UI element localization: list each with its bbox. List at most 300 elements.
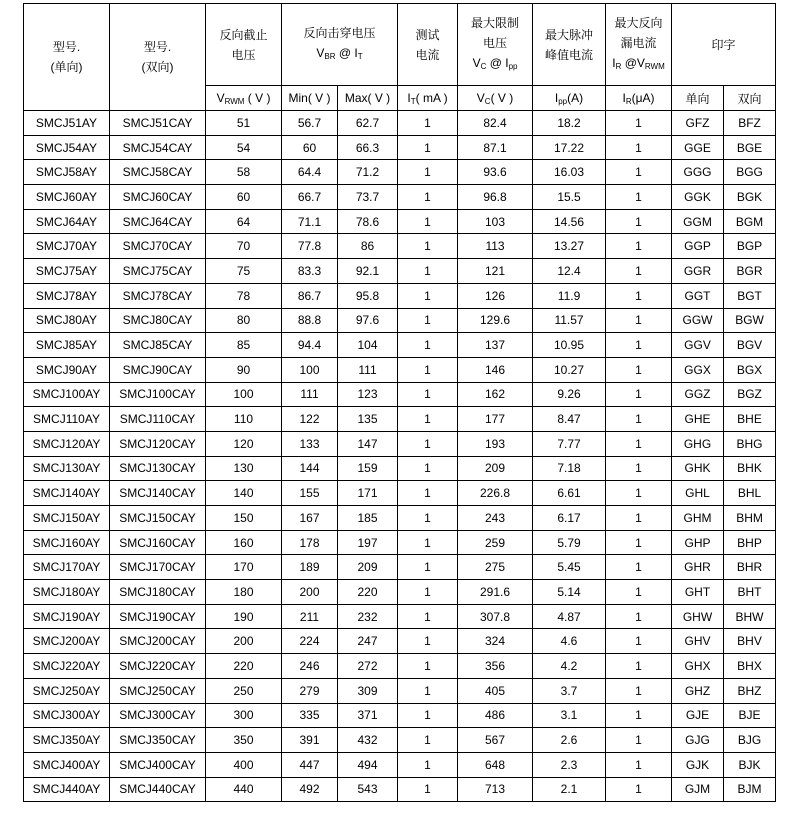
cell-ir: 1: [606, 456, 672, 481]
cell-vbr-max: 220: [338, 580, 398, 605]
cell-it: 1: [398, 506, 458, 531]
cell-model-bi: SMCJ54CAY: [110, 135, 206, 160]
cell-vc: 177: [458, 407, 533, 432]
cell-ir: 1: [606, 407, 672, 432]
table-row: [24, 728, 776, 753]
table-row: [24, 678, 776, 703]
cell-mark-bi: BHG: [724, 431, 776, 456]
cell-vc: 96.8: [458, 185, 533, 210]
cell-model-bi: SMCJ85CAY: [110, 333, 206, 358]
cell-it: 1: [398, 654, 458, 679]
cell-ir: 1: [606, 604, 672, 629]
cell-vbr-max: 92.1: [338, 259, 398, 284]
cell-vrwm: 350: [206, 728, 282, 753]
cell-ipp: 10.95: [533, 333, 606, 358]
cell-ipp: 2.1: [533, 777, 606, 802]
cell-vrwm: 160: [206, 530, 282, 555]
cell-it: 1: [398, 234, 458, 259]
cell-vrwm: 80: [206, 308, 282, 333]
cell-ipp: 6.17: [533, 506, 606, 531]
cell-ipp: 8.47: [533, 407, 606, 432]
cell-mark-bi: BGP: [724, 234, 776, 259]
cell-model-uni: SMCJ180AY: [24, 580, 110, 605]
cell-model-bi: SMCJ78CAY: [110, 283, 206, 308]
cell-vbr-max: 104: [338, 333, 398, 358]
cell-mark-uni: GHG: [672, 431, 724, 456]
cell-ir: 1: [606, 481, 672, 506]
cell-model-uni: SMCJ220AY: [24, 654, 110, 679]
cell-mark-bi: BGM: [724, 209, 776, 234]
cell-model-uni: SMCJ58AY: [24, 160, 110, 185]
cell-vbr-max: 209: [338, 555, 398, 580]
cell-ir: 1: [606, 357, 672, 382]
cell-vbr-min: 492: [282, 777, 338, 802]
cell-ir: 1: [606, 259, 672, 284]
cell-ir: 1: [606, 283, 672, 308]
cell-ipp: 13.27: [533, 234, 606, 259]
table-row: [24, 209, 776, 234]
cell-it: 1: [398, 703, 458, 728]
cell-it: 1: [398, 407, 458, 432]
cell-mark-bi: BGV: [724, 333, 776, 358]
cell-mark-bi: BFZ: [724, 111, 776, 136]
cell-vbr-min: 56.7: [282, 111, 338, 136]
cell-vc: 405: [458, 678, 533, 703]
cell-vbr-max: 185: [338, 506, 398, 531]
cell-vbr-min: 94.4: [282, 333, 338, 358]
cell-mark-bi: BGZ: [724, 382, 776, 407]
cell-model-uni: SMCJ78AY: [24, 283, 110, 308]
cell-vrwm: 440: [206, 777, 282, 802]
cell-model-uni: SMCJ64AY: [24, 209, 110, 234]
cell-ipp: 7.77: [533, 431, 606, 456]
cell-vbr-min: 224: [282, 629, 338, 654]
table-row: [24, 333, 776, 358]
cell-model-bi: SMCJ90CAY: [110, 357, 206, 382]
cell-ipp: 3.7: [533, 678, 606, 703]
cell-vc: 82.4: [458, 111, 533, 136]
cell-ir: 1: [606, 678, 672, 703]
cell-vbr-max: 432: [338, 728, 398, 753]
cell-vc: 291.6: [458, 580, 533, 605]
cell-model-uni: SMCJ70AY: [24, 234, 110, 259]
cell-ipp: 4.6: [533, 629, 606, 654]
cell-it: 1: [398, 111, 458, 136]
cell-vc: 162: [458, 382, 533, 407]
cell-vbr-min: 71.1: [282, 209, 338, 234]
header-breakdown-voltage: 反向击穿电压 $V_{BR}$ @ $I_T$: [282, 4, 398, 86]
cell-vrwm: 64: [206, 209, 282, 234]
cell-vrwm: 100: [206, 382, 282, 407]
cell-it: 1: [398, 555, 458, 580]
cell-it: 1: [398, 431, 458, 456]
cell-mark-bi: BHP: [724, 530, 776, 555]
cell-mark-uni: GGT: [672, 283, 724, 308]
cell-model-uni: SMCJ400AY: [24, 752, 110, 777]
header-marking: 印字: [672, 4, 776, 86]
cell-vrwm: 170: [206, 555, 282, 580]
table-row: [24, 777, 776, 802]
table-row: [24, 135, 776, 160]
cell-vrwm: 180: [206, 580, 282, 605]
cell-vrwm: 200: [206, 629, 282, 654]
unit-marking-unidirectional: 单向: [672, 86, 724, 111]
table-row: [24, 160, 776, 185]
cell-vrwm: 54: [206, 135, 282, 160]
cell-vc: 275: [458, 555, 533, 580]
cell-ir: 1: [606, 431, 672, 456]
header-clamping-voltage: 最大限制 电压 $V_C$ @ $I_{pp}$: [458, 4, 533, 86]
cell-model-uni: SMCJ90AY: [24, 357, 110, 382]
cell-vrwm: 75: [206, 259, 282, 284]
cell-model-bi: SMCJ220CAY: [110, 654, 206, 679]
cell-model-bi: SMCJ400CAY: [110, 752, 206, 777]
cell-vbr-min: 391: [282, 728, 338, 753]
cell-vc: 137: [458, 333, 533, 358]
cell-ir: 1: [606, 185, 672, 210]
cell-mark-uni: GHM: [672, 506, 724, 531]
cell-vrwm: 250: [206, 678, 282, 703]
unit-it: $I_T$( mA ): [398, 86, 458, 111]
table-row: [24, 234, 776, 259]
cell-model-uni: SMCJ200AY: [24, 629, 110, 654]
cell-mark-uni: GHL: [672, 481, 724, 506]
table-row: [24, 506, 776, 531]
cell-vbr-max: 371: [338, 703, 398, 728]
cell-model-bi: SMCJ75CAY: [110, 259, 206, 284]
cell-model-uni: SMCJ190AY: [24, 604, 110, 629]
cell-vbr-max: 147: [338, 431, 398, 456]
cell-model-uni: SMCJ150AY: [24, 506, 110, 531]
cell-it: 1: [398, 185, 458, 210]
cell-mark-bi: BHE: [724, 407, 776, 432]
cell-vbr-max: 494: [338, 752, 398, 777]
cell-ir: 1: [606, 728, 672, 753]
cell-ir: 1: [606, 555, 672, 580]
cell-model-uni: SMCJ140AY: [24, 481, 110, 506]
cell-model-uni: SMCJ75AY: [24, 259, 110, 284]
table-row: [24, 530, 776, 555]
unit-ir: $I_R(\mu A)$: [606, 86, 672, 111]
cell-vrwm: 140: [206, 481, 282, 506]
cell-model-bi: SMCJ150CAY: [110, 506, 206, 531]
cell-mark-uni: GGV: [672, 333, 724, 358]
cell-mark-bi: BJE: [724, 703, 776, 728]
cell-mark-bi: BGK: [724, 185, 776, 210]
cell-ipp: 2.3: [533, 752, 606, 777]
cell-it: 1: [398, 283, 458, 308]
cell-it: 1: [398, 135, 458, 160]
cell-vbr-max: 135: [338, 407, 398, 432]
cell-ir: 1: [606, 209, 672, 234]
cell-vc: 146: [458, 357, 533, 382]
cell-vbr-max: 62.7: [338, 111, 398, 136]
cell-vc: 113: [458, 234, 533, 259]
cell-mark-bi: BJM: [724, 777, 776, 802]
cell-model-bi: SMCJ160CAY: [110, 530, 206, 555]
cell-vrwm: 51: [206, 111, 282, 136]
cell-ir: 1: [606, 160, 672, 185]
cell-vrwm: 190: [206, 604, 282, 629]
table-row: [24, 308, 776, 333]
cell-model-bi: SMCJ110CAY: [110, 407, 206, 432]
cell-vbr-min: 133: [282, 431, 338, 456]
cell-vbr-max: 171: [338, 481, 398, 506]
cell-vc: 121: [458, 259, 533, 284]
cell-vbr-min: 144: [282, 456, 338, 481]
cell-ipp: 11.9: [533, 283, 606, 308]
cell-it: 1: [398, 333, 458, 358]
cell-vrwm: 78: [206, 283, 282, 308]
cell-it: 1: [398, 678, 458, 703]
cell-vc: 87.1: [458, 135, 533, 160]
cell-mark-bi: BGR: [724, 259, 776, 284]
cell-mark-bi: BHW: [724, 604, 776, 629]
table-row: [24, 431, 776, 456]
cell-model-bi: SMCJ140CAY: [110, 481, 206, 506]
cell-model-bi: SMCJ130CAY: [110, 456, 206, 481]
cell-vbr-min: 64.4: [282, 160, 338, 185]
header-reverse-standoff-voltage: 反向截止 电压: [206, 4, 282, 86]
cell-vbr-min: 66.7: [282, 185, 338, 210]
unit-ipp: $I_{pp}(A)$: [533, 86, 606, 111]
cell-model-uni: SMCJ120AY: [24, 431, 110, 456]
cell-model-bi: SMCJ200CAY: [110, 629, 206, 654]
cell-ipp: 3.1: [533, 703, 606, 728]
cell-vbr-max: 95.8: [338, 283, 398, 308]
cell-mark-bi: BGE: [724, 135, 776, 160]
table-row: [24, 481, 776, 506]
cell-vrwm: 90: [206, 357, 282, 382]
table-row: [24, 629, 776, 654]
cell-model-uni: SMCJ80AY: [24, 308, 110, 333]
cell-mark-uni: GHE: [672, 407, 724, 432]
cell-it: 1: [398, 580, 458, 605]
cell-ir: 1: [606, 654, 672, 679]
cell-model-uni: SMCJ440AY: [24, 777, 110, 802]
table-row: [24, 283, 776, 308]
cell-mark-bi: BHL: [724, 481, 776, 506]
cell-mark-uni: GHK: [672, 456, 724, 481]
header-peak-pulse-current: 最大脉冲 峰值电流: [533, 4, 606, 86]
cell-vbr-min: 200: [282, 580, 338, 605]
cell-ir: 1: [606, 530, 672, 555]
cell-vrwm: 150: [206, 506, 282, 531]
cell-vc: 243: [458, 506, 533, 531]
cell-ir: 1: [606, 703, 672, 728]
cell-vbr-min: 178: [282, 530, 338, 555]
cell-it: 1: [398, 160, 458, 185]
cell-vrwm: 130: [206, 456, 282, 481]
cell-it: 1: [398, 456, 458, 481]
cell-ir: 1: [606, 629, 672, 654]
cell-mark-uni: GHT: [672, 580, 724, 605]
cell-ipp: 4.2: [533, 654, 606, 679]
cell-mark-uni: GHR: [672, 555, 724, 580]
table-row: [24, 456, 776, 481]
table-row: [24, 382, 776, 407]
cell-model-uni: SMCJ110AY: [24, 407, 110, 432]
cell-mark-uni: GGX: [672, 357, 724, 382]
cell-mark-uni: GGZ: [672, 382, 724, 407]
cell-it: 1: [398, 604, 458, 629]
cell-ir: 1: [606, 752, 672, 777]
table-row: [24, 259, 776, 284]
cell-vbr-min: 60: [282, 135, 338, 160]
cell-vbr-max: 543: [338, 777, 398, 802]
cell-vbr-min: 122: [282, 407, 338, 432]
cell-mark-uni: GJK: [672, 752, 724, 777]
cell-vrwm: 120: [206, 431, 282, 456]
cell-vbr-min: 189: [282, 555, 338, 580]
cell-mark-bi: BGW: [724, 308, 776, 333]
cell-vbr-max: 97.6: [338, 308, 398, 333]
cell-vbr-max: 86: [338, 234, 398, 259]
cell-mark-uni: GJM: [672, 777, 724, 802]
cell-vbr-min: 246: [282, 654, 338, 679]
cell-mark-bi: BGX: [724, 357, 776, 382]
cell-model-bi: SMCJ64CAY: [110, 209, 206, 234]
cell-model-uni: SMCJ350AY: [24, 728, 110, 753]
cell-mark-bi: BJG: [724, 728, 776, 753]
cell-vc: 226.8: [458, 481, 533, 506]
cell-mark-bi: BHT: [724, 580, 776, 605]
cell-mark-bi: BHX: [724, 654, 776, 679]
cell-model-uni: SMCJ51AY: [24, 111, 110, 136]
cell-vc: 103: [458, 209, 533, 234]
cell-ipp: 9.26: [533, 382, 606, 407]
spec-table: [23, 3, 776, 802]
unit-vc: $V_C$( V ): [458, 86, 533, 111]
cell-model-bi: SMCJ180CAY: [110, 580, 206, 605]
cell-vbr-min: 211: [282, 604, 338, 629]
cell-vc: 126: [458, 283, 533, 308]
header-model-bidirectional: 型号. (双向): [110, 4, 206, 111]
cell-model-bi: SMCJ300CAY: [110, 703, 206, 728]
cell-ir: 1: [606, 111, 672, 136]
cell-ipp: 10.27: [533, 357, 606, 382]
cell-ir: 1: [606, 333, 672, 358]
cell-vc: 356: [458, 654, 533, 679]
cell-ipp: 15.5: [533, 185, 606, 210]
cell-model-bi: SMCJ100CAY: [110, 382, 206, 407]
cell-vbr-max: 197: [338, 530, 398, 555]
cell-vrwm: 70: [206, 234, 282, 259]
cell-vbr-max: 73.7: [338, 185, 398, 210]
cell-mark-uni: GJG: [672, 728, 724, 753]
cell-vc: 129.6: [458, 308, 533, 333]
cell-vrwm: 58: [206, 160, 282, 185]
cell-model-bi: SMCJ70CAY: [110, 234, 206, 259]
cell-vbr-min: 77.8: [282, 234, 338, 259]
cell-mark-uni: GHX: [672, 654, 724, 679]
cell-vc: 324: [458, 629, 533, 654]
cell-ipp: 12.4: [533, 259, 606, 284]
cell-model-uni: SMCJ130AY: [24, 456, 110, 481]
cell-mark-bi: BHV: [724, 629, 776, 654]
cell-vc: 209: [458, 456, 533, 481]
cell-model-uni: SMCJ60AY: [24, 185, 110, 210]
cell-it: 1: [398, 308, 458, 333]
header-test-current: 测试 电流: [398, 4, 458, 86]
cell-model-bi: SMCJ51CAY: [110, 111, 206, 136]
cell-vrwm: 110: [206, 407, 282, 432]
cell-vrwm: 220: [206, 654, 282, 679]
cell-ipp: 14.56: [533, 209, 606, 234]
cell-it: 1: [398, 357, 458, 382]
unit-vbr-min: Min( V ): [282, 86, 338, 111]
cell-mark-bi: BHR: [724, 555, 776, 580]
unit-vrwm: $V_{RWM}$ ( V ): [206, 86, 282, 111]
cell-vbr-max: 123: [338, 382, 398, 407]
cell-mark-bi: BHK: [724, 456, 776, 481]
cell-vc: 713: [458, 777, 533, 802]
cell-vbr-max: 247: [338, 629, 398, 654]
cell-ipp: 11.57: [533, 308, 606, 333]
cell-vc: 307.8: [458, 604, 533, 629]
cell-ir: 1: [606, 308, 672, 333]
cell-mark-uni: GGW: [672, 308, 724, 333]
cell-it: 1: [398, 728, 458, 753]
cell-model-bi: SMCJ190CAY: [110, 604, 206, 629]
cell-vbr-min: 447: [282, 752, 338, 777]
cell-mark-bi: BHZ: [724, 678, 776, 703]
cell-model-uni: SMCJ85AY: [24, 333, 110, 358]
cell-vbr-max: 78.6: [338, 209, 398, 234]
cell-vbr-min: 167: [282, 506, 338, 531]
cell-ipp: 7.18: [533, 456, 606, 481]
cell-vbr-max: 71.2: [338, 160, 398, 185]
cell-model-uni: SMCJ100AY: [24, 382, 110, 407]
cell-vbr-min: 155: [282, 481, 338, 506]
cell-ipp: 5.79: [533, 530, 606, 555]
cell-vc: 193: [458, 431, 533, 456]
cell-mark-uni: GGM: [672, 209, 724, 234]
cell-model-bi: SMCJ440CAY: [110, 777, 206, 802]
cell-vbr-max: 111: [338, 357, 398, 382]
cell-ir: 1: [606, 580, 672, 605]
cell-mark-uni: GFZ: [672, 111, 724, 136]
cell-mark-uni: GHZ: [672, 678, 724, 703]
cell-mark-uni: GJE: [672, 703, 724, 728]
cell-vrwm: 400: [206, 752, 282, 777]
cell-vbr-max: 309: [338, 678, 398, 703]
table-row: [24, 752, 776, 777]
cell-model-bi: SMCJ350CAY: [110, 728, 206, 753]
cell-vrwm: 60: [206, 185, 282, 210]
cell-vbr-max: 232: [338, 604, 398, 629]
cell-mark-uni: GGR: [672, 259, 724, 284]
table-row: [24, 407, 776, 432]
table-row: [24, 580, 776, 605]
cell-model-bi: SMCJ170CAY: [110, 555, 206, 580]
cell-model-bi: SMCJ58CAY: [110, 160, 206, 185]
cell-vbr-min: 100: [282, 357, 338, 382]
unit-vbr-max: Max( V ): [338, 86, 398, 111]
cell-model-bi: SMCJ80CAY: [110, 308, 206, 333]
cell-vbr-min: 111: [282, 382, 338, 407]
cell-it: 1: [398, 481, 458, 506]
cell-model-bi: SMCJ60CAY: [110, 185, 206, 210]
cell-ipp: 17.22: [533, 135, 606, 160]
cell-ipp: 6.61: [533, 481, 606, 506]
unit-marking-bidirectional: 双向: [724, 86, 776, 111]
cell-vbr-min: 335: [282, 703, 338, 728]
cell-vc: 259: [458, 530, 533, 555]
cell-vbr-max: 272: [338, 654, 398, 679]
cell-vc: 486: [458, 703, 533, 728]
cell-ipp: 16.03: [533, 160, 606, 185]
